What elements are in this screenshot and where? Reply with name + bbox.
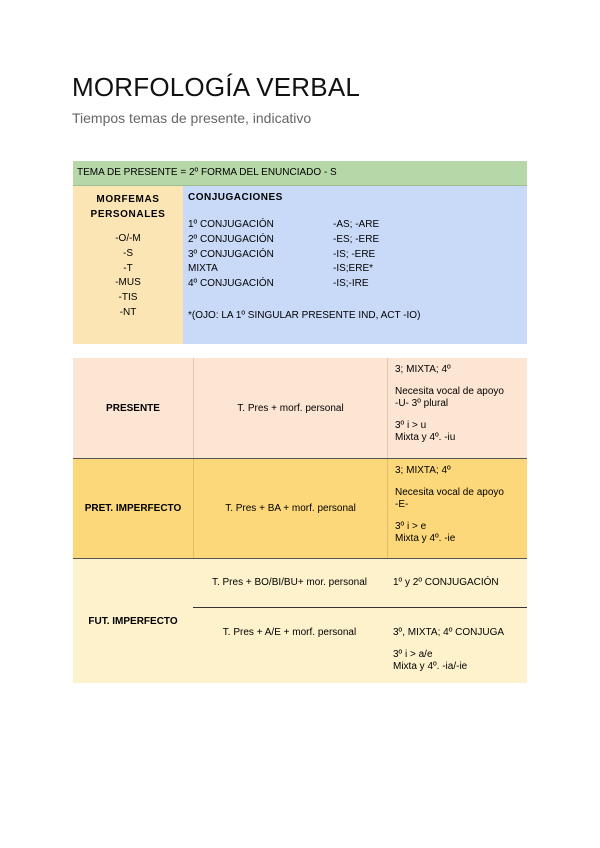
conjugaciones-column	[183, 186, 527, 344]
futuro-label: FUT. IMPERFECTO	[88, 615, 178, 627]
futuro-divider	[193, 607, 527, 608]
imperfecto-row	[73, 459, 527, 559]
tema-presente-table	[73, 161, 527, 344]
presente-label: PRESENTE	[106, 402, 160, 414]
conjugacion-row: 3º CONJUGACIÓN -IS; -ERE	[188, 248, 376, 260]
presente-notes: 3; MIXTA; 4º Necesita vocal de apoyo -U- 3º plural 3º i > u Mixta y 4º. -iu	[387, 358, 527, 458]
morfema-item: -O/-M	[115, 233, 141, 244]
imperfecto-notes: 3; MIXTA; 4º Necesita vocal de apoyo -E- 3º i > e Mixta y 4º. -ie	[387, 459, 527, 558]
conjugacion-row: 2º CONJUGACIÓN -ES; -ERE	[188, 233, 380, 245]
tiempos-table	[73, 358, 527, 683]
conjugacion-row: MIXTA -IS;ERE*	[188, 263, 374, 275]
morfema-item: -TIS	[118, 292, 138, 304]
presente-row	[73, 358, 527, 459]
futuro-row	[73, 559, 527, 683]
morfemas-list	[73, 232, 183, 321]
page-subtitle: Tiempos temas de presente, indicativo	[72, 110, 312, 126]
morfemas-column	[73, 186, 183, 344]
conjugaciones-heading: CONJUGACIONES	[188, 192, 283, 203]
morfema-item: -T	[123, 262, 133, 274]
presente-formula: T. Pres + morf. personal	[193, 358, 387, 458]
futuro-notes-2: 3º, MIXTA; 4º CONJUGA 3º i > a/e Mixta y 4º. -ia/-ie	[393, 627, 505, 672]
futuro-notes-1: 1º y 2º CONJUGACIÓN	[393, 577, 499, 588]
futuro-formula-2: T. Pres + A/E + morf. personal	[222, 627, 357, 638]
imperfecto-label: PRET. IMPERFECTO	[84, 503, 182, 514]
conjugacion-row: 1º CONJUGACIÓN -AS; -ARE	[188, 219, 380, 230]
morfemas-heading: MORFEMAS PERSONALES	[90, 194, 166, 220]
morfema-item: -NT	[119, 306, 137, 318]
tema-presente-header: TEMA DE PRESENTE = 2º FORMA DEL ENUNCIADO - S	[73, 161, 527, 186]
morfema-item: -MUS	[115, 277, 141, 289]
page-title: MORFOLOGÍA VERBAL	[72, 72, 361, 102]
conjugaciones-note: *(OJO: LA 1º SINGULAR PRESENTE IND, ACT -IO)	[188, 310, 421, 321]
imperfecto-formula: T. Pres + BA + morf. personal	[193, 459, 387, 558]
futuro-formula-1: T. Pres + BO/BI/BU+ mor. personal	[211, 577, 368, 588]
conjugacion-row: 4º CONJUGACIÓN -IS;-IRE	[188, 278, 369, 290]
morfema-item: -S	[123, 247, 133, 259]
